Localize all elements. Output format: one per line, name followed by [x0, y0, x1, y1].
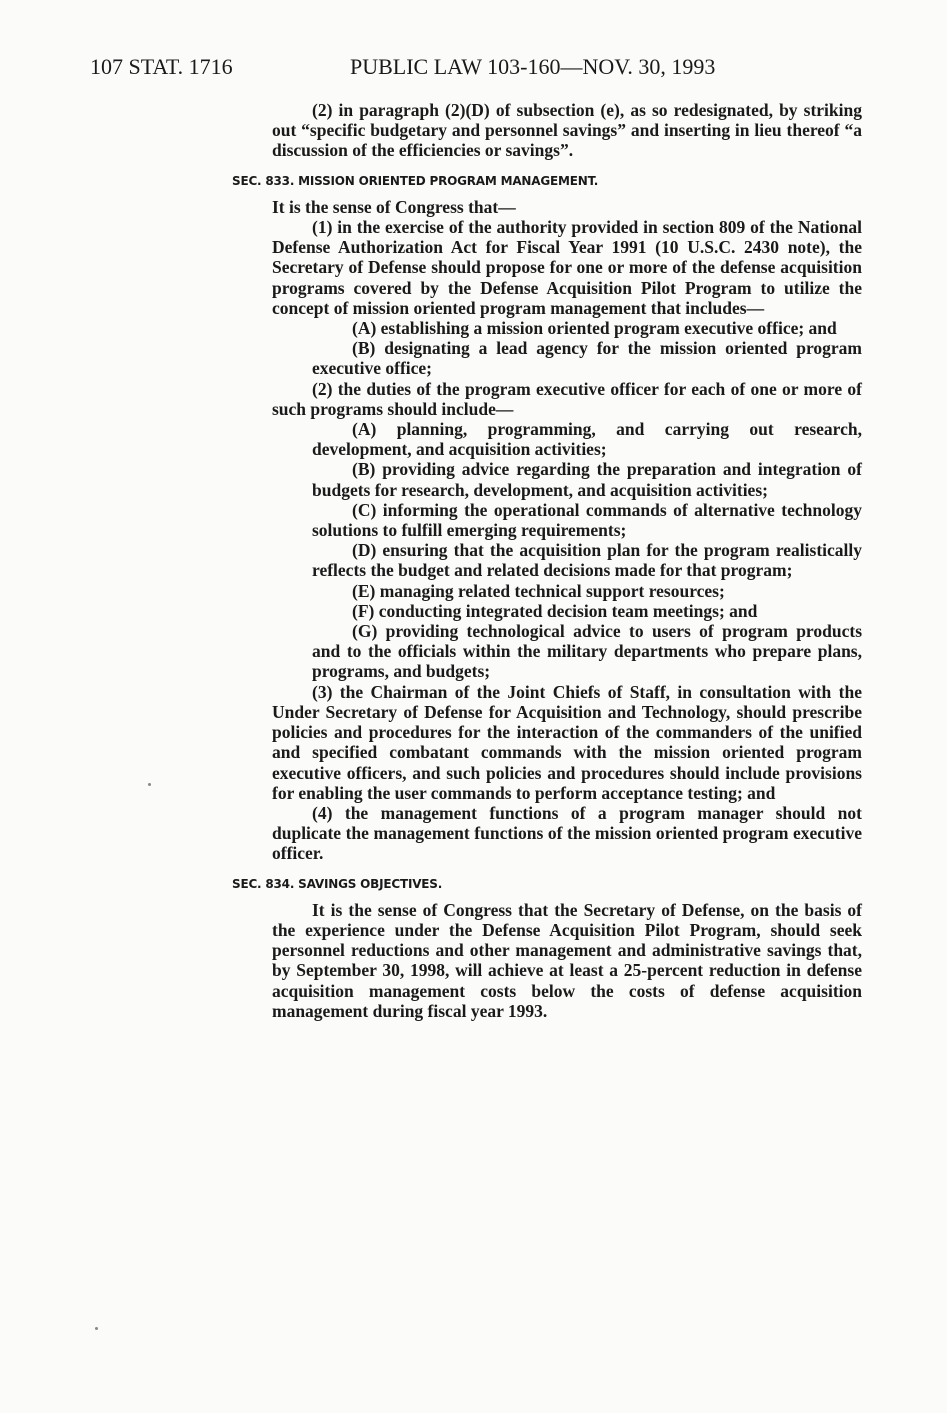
section-833-paragraph-2-F: (F) conducting integrated decision team meetings; and: [352, 600, 758, 621]
section-833-paragraph-1-B: (B) designating a lead agency for the mission oriented program executive office;: [312, 338, 862, 379]
running-head: [90, 54, 850, 84]
section-834-text: It is the sense of Congress that the Secretary of Defense, on the basis of the experience under the Defense Acquisition Pilot Program, should seek personnel reductions and other management and administrative savings that, by September 30, 1998, will achieve at least a 25-percent reduction in defense acquisition management costs below the costs of defense acquisition management during fiscal year 1993.: [272, 899, 862, 1021]
body-text: [232, 100, 862, 1021]
section-833-intro: It is the sense of Congress that—: [272, 196, 516, 217]
section-833-paragraph-2-G: (G) providing technological advice to users of program products and to the officials within the military departments who prepare plans, programs, and budgets;: [312, 621, 862, 682]
section-833-paragraph-2-C: (C) informing the operational commands of alternative technology solutions to fulfill emerging requirements;: [312, 499, 862, 541]
section-833-paragraph-1: (1) in the exercise of the authority provided in section 809 of the National Defense Authorization Act for Fiscal Year 1991 (10 U.S.C. 2430 note), the Secretary of Defense should propose for one or more of the defense acquisition programs covered by the Defense Acquisition Pilot Program to utilize the concept of mission oriented program management that includes—: [272, 217, 862, 318]
law-title: PUBLIC LAW 103-160—NOV. 30, 1993: [350, 54, 716, 79]
section-833-paragraph-3: (3) the Chairman of the Joint Chiefs of Staff, in consultation with the Under Secretary of Defense for Acquisition and Technology, should prescribe policies and procedures for the interaction of the commanders of the unified and specified combatant commands with the mission oriented program executive officers, and such policies and procedures should include provisions for enabling the user commands to perform acceptance testing; and: [272, 681, 862, 803]
section-833-heading: SEC. 833. MISSION ORIENTED PROGRAM MANAGEMENT.: [232, 173, 599, 188]
section-833-paragraph-2-A: (A) planning, programming, and carrying out research, development, and acquisition activities;: [312, 419, 862, 460]
section-833-paragraph-4: (4) the management functions of a program manager should not duplicate the management functions of the mission oriented program executive officer.: [272, 802, 862, 864]
scan-speck: [95, 1327, 98, 1330]
paragraph-2-continued: (2) in paragraph (2)(D) of subsection (e), as so redesignated, by striking out “specific budgetary and personnel savings” and inserting in lieu thereof “a discussion of the efficiencies or savings”.: [272, 100, 862, 161]
section-833-paragraph-1-A: (A) establishing a mission oriented program executive office; and: [352, 318, 837, 339]
section-833-paragraph-2-E: (E) managing related technical support resources;: [352, 580, 725, 601]
section-833-paragraph-2-B: (B) providing advice regarding the preparation and integration of budgets for research, development, and acquisition activities;: [312, 459, 862, 500]
page-identifier: 107 STAT. 1716: [90, 54, 233, 79]
section-834-heading: SEC. 834. SAVINGS OBJECTIVES.: [232, 876, 443, 891]
scan-speck: [148, 783, 151, 786]
section-833-paragraph-2: (2) the duties of the program executive officer for each of one or more of such programs should include—: [272, 378, 862, 419]
section-833-paragraph-2-D: (D) ensuring that the acquisition plan for the program realistically reflects the budget and related decisions made for that program;: [312, 540, 862, 581]
